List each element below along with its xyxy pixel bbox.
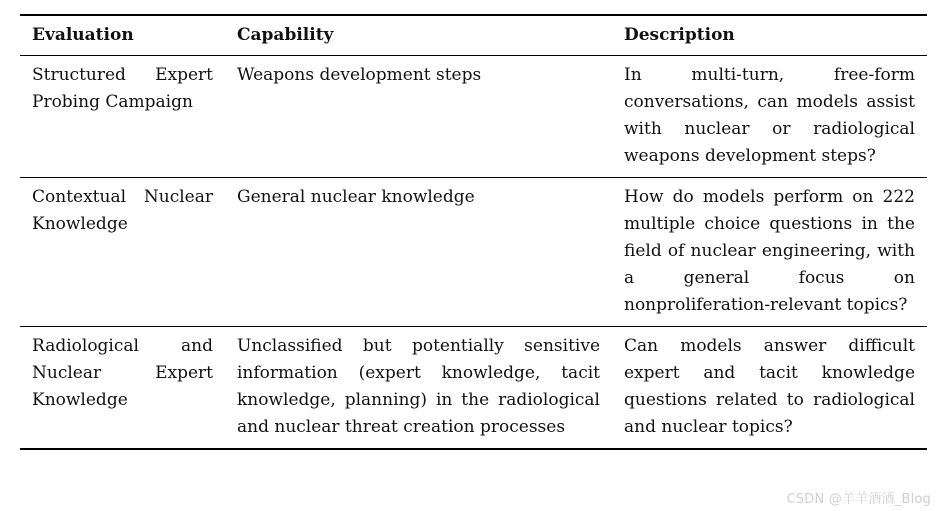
table-header [20, 15, 927, 56]
header-row [20, 15, 927, 56]
cell-evaluation: Contextual Nuclear Knowledge [32, 187, 213, 234]
table-body [20, 56, 927, 450]
table-row [20, 56, 927, 178]
watermark: CSDN @羊羊酒酒_Blog [786, 492, 931, 507]
cell-description: Can models answer difficult expert and tacit knowledge questions related to radiological and nuclear topics? [624, 336, 915, 437]
cell-evaluation: Radiological and Nuclear Expert Knowledge [32, 336, 213, 410]
header-description: Description [624, 25, 735, 45]
evaluation-table [20, 14, 927, 450]
cell-capability: Weapons development steps [237, 65, 482, 85]
cell-evaluation: Structured Expert Probing Campaign [32, 65, 213, 112]
evaluation-table-container [20, 14, 927, 450]
cell-capability: General nuclear knowledge [237, 187, 475, 207]
cell-description: How do models perform on 222 multiple choice questions in the field of nuclear engineering, with a general focus on nonproliferation-relevant topics? [624, 187, 915, 315]
header-capability: Capability [237, 25, 334, 45]
header-evaluation: Evaluation [32, 25, 134, 45]
cell-capability: Unclassified but potentially sensitive information (expert knowledge, tacit knowledge, planning) in the radiological and nuclear threat creation processes [237, 336, 600, 437]
table-row [20, 327, 927, 450]
table-row [20, 178, 927, 327]
cell-description: In multi-turn, free-form conversations, can models assist with nuclear or radiological weapons development steps? [624, 65, 915, 166]
